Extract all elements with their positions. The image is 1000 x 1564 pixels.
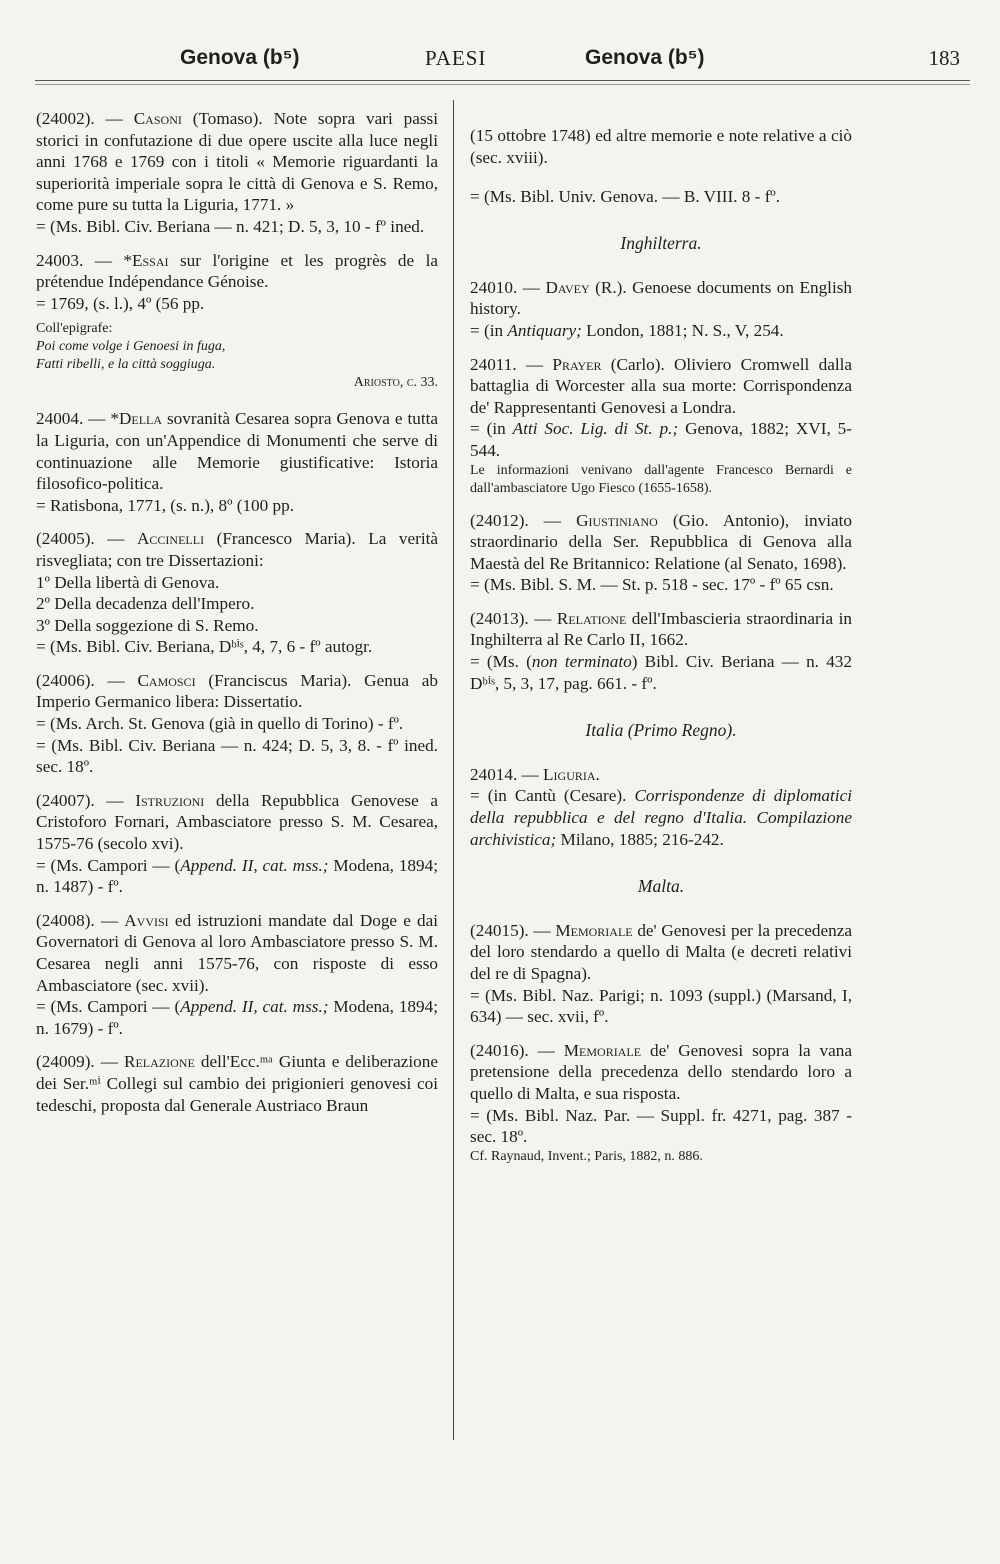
ref-text: = (Ms. (: [470, 652, 532, 672]
entry-ref: = (Ms. Bibl. Civ. Beriana, Dᵇⁱˢ, 4, 7, 6 - fº autogr.: [36, 637, 373, 657]
entry-24012: [470, 510, 852, 596]
entry-body: (24007). — Istruzioni della Repubblica Genovese a Cristoforo Fornari, Ambasciatore presso S. M. Cesarea, 1575-76 (secolo xvi).: [36, 790, 439, 854]
ref-text: ) Bibl. Civ. Beriana — n. 432 Dᵇⁱˢ, 5, 3, 17, pag. 661. - fº.: [470, 652, 852, 693]
entry-body: (24006). — Camosci (Franciscus Maria). Genua ab Imperio Germanico libera: Dissertatio.: [36, 670, 439, 712]
entry-body: (24015). — Memoriale de' Genovesi per la precedenza del loro stendardo a quello di Malta (e decreti relativi del re di Spagna).: [470, 920, 852, 983]
entry-body: (24005). — Accinelli (Francesco Maria). La verità risvegliata; con tre Dissertazioni:: [36, 529, 438, 570]
entry-ref: = (Ms. Bibl. Univ. Genova. — B. VIII. 8 - fº.: [470, 186, 781, 206]
entry-ref: = Ratisbona, 1771, (s. n.), 8º (100 pp.: [36, 495, 295, 515]
entry-body: (24002). — Casoni (Tomaso). Note sopra vari passi storici in confutazione di due opere uscite alla luce negli anni 1768 e 1769 con i titoli « Memorie riguardanti la superiorità imperiale sopra le città di Genova e S. Remo, come pure su tutta la Liguria, 1771. »: [36, 109, 439, 215]
entry-note: Cf. Raynaud, Invent.; Paris, 1882, n. 886.: [470, 1148, 703, 1164]
ref-text: Modena, 1894; n. 1679) - fº.: [36, 997, 438, 1038]
header-center: PAESI: [425, 46, 487, 70]
list-item: 1º Della libertà di Genova.: [36, 572, 220, 592]
entry-ref: = (Ms. Bibl. Naz. Par. — Suppl. fr. 4271, pag. 387 - sec. 18º.: [470, 1105, 852, 1147]
entry-text: (Gio. Antonio), inviato straordinario della Ser. Repubblica di Genova alla Maestà del Re Britannico: Relatione (al Senato, 1698).: [470, 510, 852, 573]
entry-number: (24006).: [36, 670, 95, 690]
entry-author: Avvisi: [124, 910, 169, 930]
ref-italic: non terminato: [531, 652, 632, 672]
entry-number: (24005).: [36, 529, 95, 549]
entry-author: Relatione: [556, 608, 627, 628]
entry-24009: [36, 1051, 438, 1116]
ref-text: Milano, 1885; 216-242.: [556, 829, 724, 849]
entry-24009-continued: [470, 125, 852, 207]
header-left: Genova (b⁵): [180, 46, 300, 69]
entry-text: (Tomaso). Note sopra vari passi storici in confutazione di due opere uscite alla luce negli anni 1768 e 1769 con i titoli « Memorie riguardanti la superiorità imperiale sopra le città di Genova e S. Remo, come pure su tutta la Liguria, 1771. »: [36, 109, 439, 215]
entry-ref: [470, 651, 852, 694]
entry-text: (Franciscus Maria). Genua ab Imperio Germanico libera: Dissertatio.: [36, 670, 439, 712]
entry-text: (15 ottobre 1748) ed altre memorie e note relative a ciò (sec. xviii).: [470, 126, 852, 167]
entry-ref: = 1769, (s. l.), 4º (56 pp.: [36, 293, 205, 313]
entry-number: (24008).: [36, 910, 95, 930]
entry-author: Giustiniano: [576, 510, 658, 530]
entry-number: (24002).: [36, 109, 95, 128]
entry-author: *Essai: [123, 250, 169, 270]
list-item: 3º Della soggezione di S. Remo.: [36, 615, 259, 635]
entry-author: Casoni: [133, 109, 182, 128]
verse-attribution: Ariosto, c. 33.: [353, 375, 438, 391]
entry-body: (24009). — Relazione dell'Ecc.ᵐᵃ Giunta e deliberazione dei Ser.ᵐⁱ Collegi sul cambio dei prigionieri genovesi coi tedeschi, proposta dal Generale Austriaco Braun: [36, 1052, 439, 1115]
entry-number: (24012).: [470, 510, 529, 530]
entry-body: 24010. — Davey (R.). Genoese documents on English history.: [470, 277, 852, 319]
entry-author: Relazione: [124, 1052, 195, 1072]
entry-author: Memoriale: [563, 1040, 642, 1060]
entry-body: (24008). — Avvisi ed istruzioni mandate dal Doge e dai Governatori di Genova al loro Ambasciatore presso S. M. Cesarea negli anni 1575-76, con risposte di esso Ambasciatore (sec. xvii).: [36, 910, 439, 995]
ref-text: = (in: [470, 419, 513, 439]
entry-text: sur l'origine et les progrès de la prétendue Indépendance Génoise.: [36, 250, 438, 292]
entry-author: Memoriale: [555, 920, 633, 940]
ref-text: = (in: [470, 320, 508, 340]
right-column: [470, 108, 852, 1178]
entry-ref: = (Ms. Arch. St. Genova (già in quello di Torino) - fº.: [36, 714, 404, 734]
entry-author: Liguria.: [543, 764, 600, 784]
entry-24007: [36, 790, 438, 898]
entry-24005: [36, 528, 438, 658]
ref-text: = (Ms. Campori — (: [36, 997, 181, 1017]
entry-24015: [470, 920, 852, 1028]
ref-text: = (Ms. Campori — (: [36, 855, 181, 875]
ref-text: London, 1881; N. S., V, 254.: [581, 320, 784, 340]
entry-number: (24013).: [470, 608, 529, 628]
entry-body: (24013). — Relatione dell'Imbascieria straordinaria in Inghilterra al Re Carlo II, 1662.: [470, 608, 852, 650]
entry-24013: [470, 608, 852, 694]
entry-number: 24011.: [470, 354, 517, 374]
header-middle: Genova (b⁵): [585, 46, 705, 69]
entry-author: Prayer: [552, 354, 602, 374]
entry-ref: [470, 320, 852, 342]
entry-number: (24007).: [36, 790, 95, 810]
entry-text: (Carlo). Oliviero Cromwell dalla battaglia di Worcester alla sua morte: Corrispondenza de' Rappresentanti Genovesi a Londra.: [470, 354, 852, 417]
entry-author: Accinelli: [137, 529, 205, 549]
entry-text: dell'Imbascieria straordinaria in Inghilterra al Re Carlo II, 1662.: [470, 608, 852, 650]
entry-ref: [470, 418, 852, 461]
ref-italic: Append. II, cat. mss.;: [180, 997, 329, 1017]
entry-body: 24003. — *Essai sur l'origine et les progrès de la prétendue Indépendance Génoise.: [36, 250, 438, 292]
entry-number: 24010.: [470, 277, 518, 297]
entry-ref: = (Ms. Bibl. Civ. Beriana — n. 421; D. 5, 3, 10 - fº ined.: [36, 216, 425, 236]
entry-ref: [36, 996, 438, 1039]
verse-line: Fatti ribelli, e la città soggiuga.: [36, 357, 216, 373]
entry-24006: [36, 670, 438, 778]
entry-ref: [470, 785, 852, 850]
section-heading-italia: Italia (Primo Regno).: [585, 720, 737, 741]
entry-24011: [470, 354, 852, 498]
page-number: 183: [928, 46, 960, 70]
left-column: [36, 108, 438, 1128]
entry-number: (24016).: [470, 1040, 529, 1060]
entry-text: ed istruzioni mandate dal Doge e dai Governatori di Genova al loro Ambasciatore presso S. M. Cesarea negli anni 1575-76, con risposte di esso Ambasciatore (sec. xvii).: [36, 910, 439, 995]
entry-24008: [36, 910, 438, 1040]
entry-text: (R.). Genoese documents on English history.: [470, 277, 852, 319]
entry-24016: [470, 1040, 852, 1166]
entry-text: della Repubblica Genovese a Cristoforo Fornari, Ambasciatore presso S. M. Cesarea, 1575-76 (secolo xvi).: [36, 790, 439, 854]
ref-italic: Atti Soc. Lig. di St. p.;: [512, 419, 679, 439]
header-rule-secondary: [35, 84, 970, 85]
verse-line: Poi come volge i Genoesi in fuga,: [36, 339, 226, 355]
entry-number: 24004.: [36, 409, 84, 429]
list-item: 2º Della decadenza dell'Impero.: [36, 594, 255, 614]
entry-note: Le informazioni venivano dall'agente Francesco Bernardi e dall'ambasciatore Ugo Fiesco (1655-1658).: [470, 462, 852, 496]
entry-24010: [470, 277, 852, 342]
entry-author: Camosci: [137, 670, 196, 690]
ref-text: Genova, 1882; XVI, 5-544.: [470, 419, 853, 460]
header-rule: [35, 80, 970, 81]
entry-ref: = (Ms. Bibl. Civ. Beriana — n. 424; D. 5, 3, 8. - fº ined. sec. 18º.: [36, 735, 438, 777]
entry-body: 24011. — Prayer (Carlo). Oliviero Cromwell dalla battaglia di Worcester alla sua morte: Corrispondenza de' Rappresentanti Genovesi a Londra.: [470, 354, 852, 417]
note-intro: Coll'epigrafe:: [36, 321, 113, 337]
ref-text: = (in Cantù (Cesare).: [470, 786, 635, 806]
entry-number: 24014.: [470, 764, 518, 784]
ref-italic: Antiquary;: [507, 320, 582, 340]
entry-ref: = (Ms. Bibl. Naz. Parigi; n. 1093 (suppl.) (Marsand, I, 634) — sec. xvii, fº.: [470, 985, 852, 1027]
section-heading-inghilterra: Inghilterra.: [620, 233, 702, 254]
column-divider: [453, 100, 454, 1440]
entry-24002: [36, 108, 438, 238]
entry-text: de' Genovesi sopra la vana pretensione della precedenza dello stendardo loro a quello di Malta, e sua risposta.: [470, 1040, 853, 1103]
entry-number: (24015).: [470, 920, 529, 940]
entry-text: (Francesco Maria). La verità risvegliata; con tre Dissertazioni:: [36, 529, 438, 570]
entry-body: 24014. — Liguria.: [470, 764, 600, 784]
entry-text: de' Genovesi per la precedenza del loro stendardo a quello di Malta (e decreti relativi del re di Spagna).: [470, 920, 852, 983]
entry-author: Istruzioni: [135, 790, 205, 810]
running-header: [40, 40, 960, 80]
entry-number: 24003.: [36, 250, 84, 270]
entry-24003: [36, 250, 438, 393]
ref-italic: Corrispondenze di diplomatici della repubblica e del regno d'Italia. Compilazione archivistica;: [470, 786, 852, 849]
section-heading-malta: Malta.: [637, 876, 685, 897]
entry-body: 24004. — *Della sovranità Cesarea sopra Genova e tutta la Liguria, con un'Appendice di Monumenti che serve di continuazione alle Memorie giustificative: Istoria filosofico-politica.: [36, 409, 438, 494]
entry-text: sovranità Cesarea sopra Genova e tutta la Liguria, con un'Appendice di Monumenti che serve di continuazione alle Memorie giustificative: Istoria filosofico-politica.: [36, 409, 438, 494]
ref-text: Modena, 1894; n. 1487) - fº.: [36, 855, 438, 897]
entry-24014: [470, 764, 852, 850]
entry-author: *Della: [110, 409, 163, 429]
ref-italic: Append. II, cat. mss.;: [180, 855, 329, 875]
entry-ref: [36, 855, 438, 898]
entry-number: (24009).: [36, 1052, 95, 1072]
entry-author: Davey: [545, 277, 590, 297]
entry-body: (24012). — Giustiniano (Gio. Antonio), inviato straordinario della Ser. Repubblica di Genova alla Maestà del Re Britannico: Relatione (al Senato, 1698).: [470, 510, 852, 573]
entry-ref: = (Ms. Bibl. S. M. — St. p. 518 - sec. 17º - fº 65 csn.: [470, 575, 834, 595]
entry-text: dell'Ecc.ᵐᵃ Giunta e deliberazione dei Ser.ᵐⁱ Collegi sul cambio dei prigionieri genovesi coi tedeschi, proposta dal Generale Austriaco Braun: [36, 1052, 439, 1115]
entry-24004: [36, 408, 438, 516]
epigraph-note: [36, 320, 438, 392]
entry-body: (24016). — Memoriale de' Genovesi sopra la vana pretensione della precedenza dello stendardo loro a quello di Malta, e sua risposta.: [470, 1040, 853, 1103]
